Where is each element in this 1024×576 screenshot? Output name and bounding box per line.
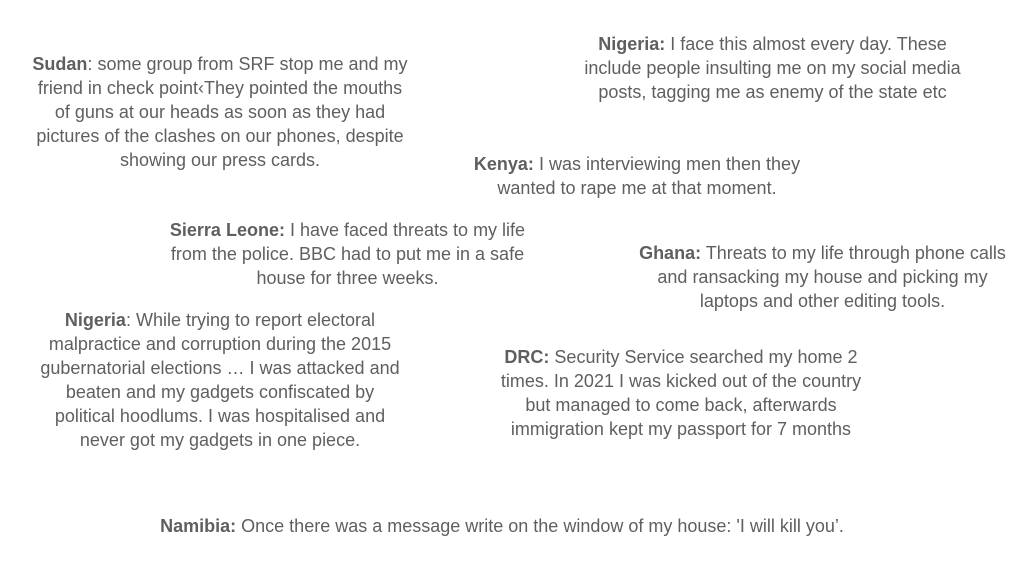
country-label-sudan: Sudan — [32, 54, 88, 74]
quote-nigeria-election — [35, 308, 405, 452]
quote-sudan — [30, 52, 410, 172]
quote-text: Threats to my life through phone calls and ransacking my house and picking my laptops and other editing tools. — [657, 243, 1006, 311]
country-label-ghana: Ghana: — [639, 243, 702, 263]
country-label-nigeria: Nigeria: — [598, 34, 666, 54]
country-label-kenya: Kenya: — [473, 154, 534, 174]
quote-kenya — [452, 152, 822, 200]
country-label-namibia: Namibia: — [160, 516, 237, 536]
quote-text: I have faced threats to my life from the police. BBC had to put me in a safe house for three weeks. — [170, 220, 526, 288]
quote-ghana — [630, 241, 1015, 313]
country-label-nigeria: Nigeria — [64, 310, 126, 330]
quote-sierra-leone — [160, 218, 535, 290]
quote-drc — [492, 345, 870, 441]
quote-text: : some group from SRF stop me and my friend in check point‹They pointed the mouths of guns at our heads as soon as they had pictures of the clashes on our phones, despite showing our press cards. — [36, 54, 408, 170]
country-label-sierra-leone: Sierra Leone: — [169, 220, 285, 240]
quote-namibia — [60, 514, 944, 538]
quote-text: I was interviewing men then they wanted to rape me at that moment. — [497, 154, 801, 198]
quote-text: Once there was a message write on the window of my house: 'I will kill you’. — [236, 516, 844, 536]
quote-nigeria-daily — [580, 32, 965, 104]
country-label-drc: DRC: — [504, 347, 550, 367]
quote-text: I face this almost every day. These include people insulting me on my social media posts, tagging me as enemy of the state etc — [584, 34, 961, 102]
quote-text: Security Service searched my home 2 times. In 2021 I was kicked out of the country but managed to come back, afterwards immigration kept my passport for 7 months — [500, 347, 862, 439]
quote-text: : While trying to report electoral malpractice and corruption during the 2015 gubernatorial elections … I was attacked and beaten and my gadgets confiscated by political hoodlums. I was hospitalised and never got my gadgets in one piece. — [40, 310, 400, 450]
